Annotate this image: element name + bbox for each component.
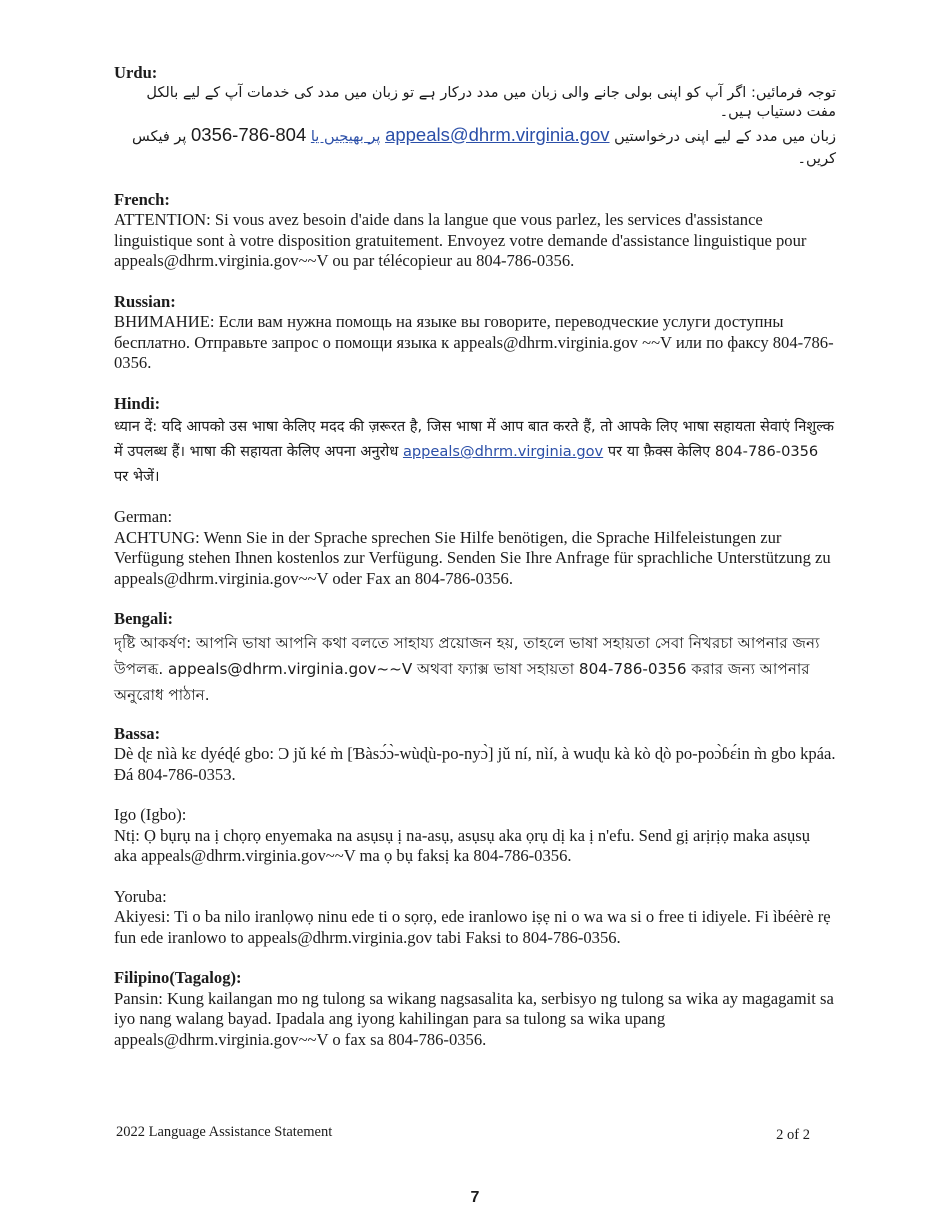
- section-russian: [114, 292, 836, 374]
- section-yoruba: [114, 887, 836, 949]
- section-heading: Bassa:: [114, 723, 161, 743]
- urdu-paragraph-2: [114, 124, 836, 170]
- urdu-text: زبان میں مدد کے لیے اپنی درخواستیں: [614, 128, 836, 145]
- section-bassa: [114, 724, 836, 786]
- section-heading: Igo (Igbo):: [114, 805, 187, 824]
- section-heading: Urdu:: [114, 63, 158, 82]
- fax-number: 804-786-0356: [191, 123, 307, 145]
- section-bengali: [114, 609, 836, 708]
- footer-page-count: 2 of 2: [776, 1127, 810, 1143]
- section-urdu: [114, 63, 836, 170]
- section-body: Ntị: Ọ bụrụ na ị chọrọ enyemaka na asụsụ ị na-asụ, asụsụ aka ọrụ dị ka ị n'efu. Send gị arịrịọ maka asụsụ aka appeals@dhrm.virginia.gov~~V ma ọ bụ faksị ka 804-786-0356.: [114, 825, 811, 865]
- section-body: Akiyesi: Ti o ba nilo iranlọwọ ninu ede ti o sọrọ, ede iranlowo iṣẹ ni o wa wa si o free ti idiyele. Fi ìbéèrè rẹ fun ede iranlowo to appeals@dhrm.virginia.gov tabi Faksi to 804-786-0356.: [114, 907, 831, 947]
- section-body: Pansin: Kung kailangan mo ng tulong sa wikang nagsasalita ka, serbisyo ng tulong sa wika ay magagamit sa iyo nang walang bayad. Ipadala ang iyong kahilingan para sa tulong sa wika upang appeals@dhrm.virginia.gov~~V o fax sa 804-786-0356.: [114, 988, 834, 1049]
- section-german: [114, 507, 836, 589]
- urdu-link-text[interactable]: پر بھیجیں یا: [310, 128, 381, 145]
- footer-title: 2022 Language Assistance Statement: [116, 1124, 333, 1140]
- page-number: 7: [470, 1189, 480, 1206]
- section-body: ВНИМАНИЕ: Если вам нужна помощь на языке вы говорите, переводческие услуги доступны бесплатно. Отправьте запрос о помощи языка к appeals@dhrm.virginia.gov ~~V или по факсу 804-786-0356.: [114, 312, 834, 372]
- section-body: Dè ɖɛ nìà kɛ dyéɖé gbo: Ɔ jǔ ké m̀ [Ɓàsɔ́ɔ̀-wùɖù-po-nyɔ̀] jǔ ní, nìí, à wuɖu kà kò ɖò po-poɔ̀ɓɛ́in m̀ gbo kpáa. Ɖá 804-786-0353.: [114, 744, 836, 784]
- section-igbo: [114, 805, 836, 867]
- email-link[interactable]: appeals@dhrm.virginia.gov: [402, 443, 604, 460]
- section-french: [114, 190, 836, 272]
- section-heading: Hindi:: [114, 393, 161, 413]
- section-body: ATTENTION: Si vous avez besoin d'aide dans la langue que vous parlez, les services d'assistance linguistique sont à votre disposition gratuitement. Envoyez votre demande d'assistance linguistique pour appeals@dhrm.virginia.gov~~V ou par télécopieur au 804-786-0356.: [114, 210, 807, 270]
- email-link[interactable]: appeals@dhrm.virginia.gov: [385, 123, 610, 145]
- urdu-paragraph-1: توجہ فرمائیں: اگر آپ کو اپنی بولی جانے والی زبان میں مدد درکار ہے تو زبان میں مدد کی خدمات آپ کے لیے بالکل مفت دستیاب ہیں۔: [146, 84, 836, 120]
- section-body: দৃষ্টি আকর্ষণ: আপনি ভাষা আপনি কথা বলতে সাহায্য প্রয়োজন হয়, তাহলে ভাষা সহায়তা সেবা নিখরচা আপনার জন্য উপলব্ধ. appeals@dhrm.virginia.gov~~V অথবা ফ্যাক্স ভাষা সহায়তা 804-786-0356 করার জন্য আপনার অনুরোধ পাঠান.: [114, 633, 820, 704]
- section-hindi: [114, 394, 836, 490]
- document-body: [114, 63, 836, 1070]
- section-heading: Filipino(Tagalog):: [114, 968, 242, 987]
- hindi-text-end: पर या फ़ैक्स केलिए 804-786-0356 पर भेजें।: [114, 443, 819, 485]
- section-heading: Bengali:: [114, 609, 174, 628]
- section-heading: German:: [114, 507, 173, 526]
- section-body: [114, 414, 836, 489]
- section-heading: Russian:: [114, 291, 176, 311]
- section-body: ACHTUNG: Wenn Sie in der Sprache sprechen Sie Hilfe benötigen, die Sprache Hilfeleistungen zur Verfügung stehen Ihnen kostenlos zur Verfügung. Senden Sie Ihre Anfrage für sprachliche Unterstützung zu appeals@dhrm.virginia.gov~~V oder Fax an 804-786-0356.: [114, 527, 831, 588]
- section-heading: Yoruba:: [114, 886, 167, 906]
- urdu-text-end: پر فیکس کریں۔: [131, 128, 836, 167]
- section-heading: French:: [114, 189, 170, 209]
- hindi-text: ध्यान दें: यदि आपको उस भाषा केलिए मदद की ज़रूरत है, जिस भाषा में आप बात करते हैं, तो आपके लिए भाषा सहायता सेवाएं निशुल्क में उपलब्ध हैं। भाषा की सहायता केलिए अपना अनुरोध: [114, 418, 835, 460]
- section-filipino: [114, 968, 836, 1050]
